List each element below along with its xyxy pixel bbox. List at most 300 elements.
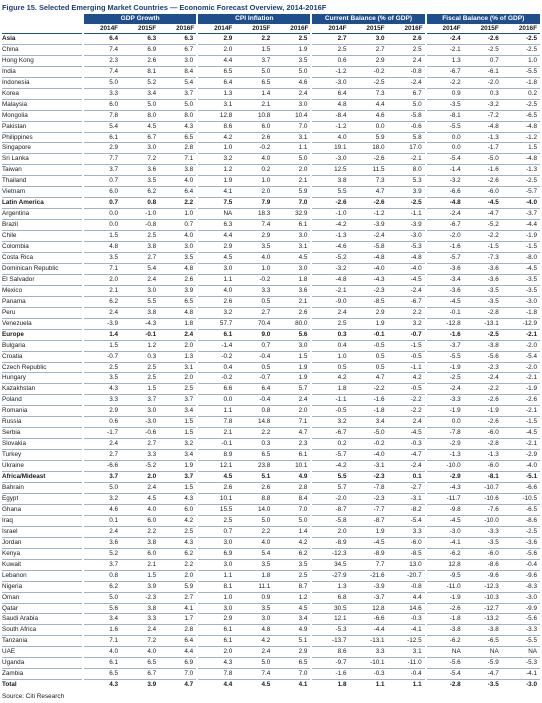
value-cell: 80.0 xyxy=(273,318,311,329)
value-cell: 3.3 xyxy=(83,88,121,99)
value-cell: 12.1 xyxy=(311,614,349,625)
figure-title: Figure 15. Selected Emerging Market Countries — Economic Forecast Overview, 2014-2016F xyxy=(2,3,327,12)
country-name: China xyxy=(2,44,83,55)
value-cell: -2.9 xyxy=(426,439,464,450)
value-cell: 3.9 xyxy=(388,187,426,198)
value-cell: -3.2 xyxy=(464,99,502,110)
value-cell: 6.4 xyxy=(197,77,235,88)
value-cell: 1.9 xyxy=(197,176,235,187)
value-cell: -4.1 xyxy=(388,625,426,636)
table-row xyxy=(2,263,540,274)
country-name: Kenya xyxy=(2,548,83,559)
value-cell: -2.8 xyxy=(426,680,464,690)
value-cell: -0.1 xyxy=(121,329,159,340)
value-cell: -1.5 xyxy=(502,242,540,253)
value-cell: 3.5 xyxy=(235,603,273,614)
value-cell: -5.8 xyxy=(388,110,426,121)
value-cell: -3.8 xyxy=(426,625,464,636)
value-cell: -0.2 xyxy=(349,439,387,450)
value-cell: -2.5 xyxy=(426,373,464,384)
value-cell: 3.1 xyxy=(159,362,197,373)
table-row xyxy=(2,340,540,351)
value-cell: 14.6 xyxy=(388,603,426,614)
value-cell: 5.4 xyxy=(159,77,197,88)
country-name: Bulgaria xyxy=(2,340,83,351)
value-cell: 3.4 xyxy=(349,417,387,428)
value-cell: -10.1 xyxy=(349,658,387,669)
value-cell: 5.9 xyxy=(159,581,197,592)
table-row xyxy=(2,99,540,110)
value-cell: 2.6 xyxy=(388,33,426,44)
value-cell: 6.0 xyxy=(159,504,197,515)
value-cell: -2.0 xyxy=(311,493,349,504)
value-cell: 4.3 xyxy=(159,493,197,504)
value-cell: -1.9 xyxy=(426,592,464,603)
value-cell: -5.6 xyxy=(502,548,540,559)
value-cell: -8.3 xyxy=(502,581,540,592)
value-cell: -0.1 xyxy=(197,439,235,450)
value-cell: 2.0 xyxy=(159,373,197,384)
value-cell: -4.5 xyxy=(502,428,540,439)
value-cell: 6.7 xyxy=(121,669,159,680)
value-cell: 3.7 xyxy=(159,472,197,483)
value-cell: -2.2 xyxy=(464,384,502,395)
value-cell: 0.2 xyxy=(502,88,540,99)
value-cell: -0.6 xyxy=(121,428,159,439)
value-cell: 2.1 xyxy=(235,99,273,110)
value-cell: -9.7 xyxy=(311,658,349,669)
value-cell: -4.7 xyxy=(388,450,426,461)
value-cell: 3.7 xyxy=(83,165,121,176)
value-cell: -3.7 xyxy=(502,209,540,220)
value-cell: 2.5 xyxy=(121,231,159,242)
country-name: Ghana xyxy=(2,504,83,515)
table-row xyxy=(2,66,540,77)
value-cell: -4.8 xyxy=(388,253,426,264)
value-cell: 4.4 xyxy=(349,99,387,110)
value-cell: 6.4 xyxy=(311,88,349,99)
table-row xyxy=(2,329,540,340)
value-cell: 4.2 xyxy=(159,515,197,526)
value-cell: -5.7 xyxy=(311,450,349,461)
value-cell: -2.5 xyxy=(464,329,502,340)
table-row xyxy=(2,198,540,209)
value-cell: -2.6 xyxy=(349,154,387,165)
value-cell: -2.2 xyxy=(388,406,426,417)
value-cell: 2.6 xyxy=(273,307,311,318)
value-cell: -6.0 xyxy=(464,548,502,559)
value-cell: 6.0 xyxy=(83,99,121,110)
value-cell: -5.2 xyxy=(311,253,349,264)
country-name: Vietnam xyxy=(2,187,83,198)
country-name: Kuwait xyxy=(2,559,83,570)
value-cell: -1.2 xyxy=(502,132,540,143)
country-name: Zambia xyxy=(2,669,83,680)
value-cell: -10.5 xyxy=(502,493,540,504)
value-cell: 7.3 xyxy=(349,176,387,187)
value-cell: 8.6 xyxy=(311,647,349,658)
table-row xyxy=(2,647,540,658)
value-cell: 1.3 xyxy=(311,581,349,592)
value-cell: 7.8 xyxy=(83,110,121,121)
value-cell: -3.4 xyxy=(426,274,464,285)
value-cell: -3.0 xyxy=(502,592,540,603)
value-cell: 3.5 xyxy=(159,253,197,264)
value-cell: 4.1 xyxy=(273,680,311,690)
value-cell: -3.5 xyxy=(464,680,502,690)
group-header-gdp: GDP Growth xyxy=(83,14,197,24)
value-cell: -0.2 xyxy=(197,373,235,384)
value-cell: -0.2 xyxy=(235,143,273,154)
value-cell: 5.6 xyxy=(83,603,121,614)
value-cell: 2.0 xyxy=(159,340,197,351)
table-row xyxy=(2,187,540,198)
value-cell: 4.5 xyxy=(197,253,235,264)
value-cell: -6.2 xyxy=(426,548,464,559)
value-cell: 4.8 xyxy=(311,99,349,110)
table-row xyxy=(2,428,540,439)
value-cell: -2.5 xyxy=(502,176,540,187)
value-cell: 2.2 xyxy=(159,198,197,209)
value-cell: -2.1 xyxy=(311,285,349,296)
value-cell: -5.7 xyxy=(426,253,464,264)
value-cell: -2.6 xyxy=(464,176,502,187)
value-cell: -2.7 xyxy=(388,483,426,494)
country-name: Indonesia xyxy=(2,77,83,88)
country-name: UAE xyxy=(2,647,83,658)
table-row xyxy=(2,33,540,44)
value-cell: -8.1 xyxy=(464,472,502,483)
value-cell: 6.5 xyxy=(159,132,197,143)
value-cell: 2.0 xyxy=(197,647,235,658)
value-cell: -2.0 xyxy=(426,231,464,242)
value-cell: -7.8 xyxy=(349,483,387,494)
value-cell: 4.5 xyxy=(121,121,159,132)
value-cell: -3.3 xyxy=(426,395,464,406)
value-cell: -1.6 xyxy=(426,329,464,340)
value-cell: 14.8 xyxy=(235,417,273,428)
value-cell: -2.4 xyxy=(388,461,426,472)
value-cell: 6.7 xyxy=(159,44,197,55)
value-cell: 4.3 xyxy=(83,680,121,690)
value-cell: 6.5 xyxy=(235,77,273,88)
value-cell: -3.5 xyxy=(464,296,502,307)
value-cell: -3.0 xyxy=(502,296,540,307)
value-cell: 4.4 xyxy=(197,55,235,66)
value-cell: -8.6 xyxy=(502,515,540,526)
country-name: Jordan xyxy=(2,537,83,548)
country-name: Uganda xyxy=(2,658,83,669)
value-cell: 5.0 xyxy=(273,154,311,165)
value-cell: -2.4 xyxy=(388,77,426,88)
value-cell: 18.3 xyxy=(235,209,273,220)
value-cell: 5.9 xyxy=(273,187,311,198)
table-row xyxy=(2,362,540,373)
value-cell: 0.7 xyxy=(464,55,502,66)
value-cell: 2.8 xyxy=(159,625,197,636)
value-cell: 3.7 xyxy=(159,88,197,99)
value-cell: 0.0 xyxy=(349,121,387,132)
value-cell: 4.5 xyxy=(197,472,235,483)
value-cell: 7.9 xyxy=(235,198,273,209)
value-cell: 1.5 xyxy=(502,143,540,154)
value-cell: -2.5 xyxy=(502,99,540,110)
value-cell: -1.2 xyxy=(311,66,349,77)
table-row xyxy=(2,285,540,296)
value-cell: 3.0 xyxy=(121,285,159,296)
value-cell: 1.8 xyxy=(311,680,349,690)
value-cell: -6.5 xyxy=(502,504,540,515)
value-cell: -5.7 xyxy=(502,187,540,198)
country-name: El Salvador xyxy=(2,274,83,285)
value-cell: -5.0 xyxy=(464,154,502,165)
value-cell: -2.1 xyxy=(502,373,540,384)
year-header-row xyxy=(2,24,540,34)
value-cell: 5.0 xyxy=(273,515,311,526)
value-cell: -0.2 xyxy=(197,351,235,362)
value-cell: 6.1 xyxy=(273,450,311,461)
value-cell: -8.5 xyxy=(388,548,426,559)
value-cell: 2.6 xyxy=(121,55,159,66)
value-cell: -4.5 xyxy=(349,537,387,548)
value-cell: -0.5 xyxy=(388,351,426,362)
value-cell: 4.7 xyxy=(159,680,197,690)
table-row xyxy=(2,318,540,329)
value-cell: 5.0 xyxy=(83,77,121,88)
table-row xyxy=(2,77,540,88)
value-cell: -3.6 xyxy=(426,285,464,296)
value-cell: 4.4 xyxy=(159,647,197,658)
value-cell: -4.1 xyxy=(502,669,540,680)
value-cell: -11.7 xyxy=(426,493,464,504)
value-cell: 2.5 xyxy=(121,362,159,373)
value-cell: -4.1 xyxy=(426,537,464,548)
value-cell: -2.0 xyxy=(502,362,540,373)
value-cell: 4.9 xyxy=(273,472,311,483)
value-cell: 4.8 xyxy=(159,263,197,274)
value-cell: -1.6 xyxy=(464,165,502,176)
value-cell: -7.3 xyxy=(464,253,502,264)
value-cell: 3.8 xyxy=(121,603,159,614)
value-cell: 1.5 xyxy=(83,340,121,351)
table-row xyxy=(2,307,540,318)
value-cell: 3.5 xyxy=(273,559,311,570)
table-row xyxy=(2,581,540,592)
country-name: India xyxy=(2,66,83,77)
value-cell: -5.2 xyxy=(121,461,159,472)
value-cell: -3.7 xyxy=(426,340,464,351)
value-cell: 3.7 xyxy=(159,395,197,406)
value-cell: 2.4 xyxy=(83,307,121,318)
value-cell: 3.9 xyxy=(121,581,159,592)
value-cell: 3.5 xyxy=(83,373,121,384)
value-cell: 2.5 xyxy=(311,44,349,55)
value-cell: -2.4 xyxy=(349,231,387,242)
value-cell: -1.6 xyxy=(426,242,464,253)
value-cell: 1.5 xyxy=(121,384,159,395)
value-cell: -5.5 xyxy=(426,121,464,132)
value-cell: 0.6 xyxy=(83,417,121,428)
value-cell: -3.2 xyxy=(311,263,349,274)
value-cell: -2.9 xyxy=(502,450,540,461)
country-name: Ukraine xyxy=(2,461,83,472)
value-cell: 8.1 xyxy=(197,581,235,592)
value-cell: 3.9 xyxy=(121,680,159,690)
value-cell: 4.2 xyxy=(235,636,273,647)
value-cell: -6.1 xyxy=(464,66,502,77)
value-cell: 5.4 xyxy=(83,121,121,132)
value-cell: 2.5 xyxy=(273,33,311,44)
value-cell: 1.4 xyxy=(235,88,273,99)
value-cell: -3.9 xyxy=(349,220,387,231)
value-cell: 1.1 xyxy=(197,570,235,581)
value-cell: 3.9 xyxy=(159,285,197,296)
value-cell: 0.1 xyxy=(83,515,121,526)
value-cell: 2.6 xyxy=(197,483,235,494)
value-cell: 7.4 xyxy=(235,220,273,231)
country-name: Thailand xyxy=(2,176,83,187)
value-cell: 1.2 xyxy=(121,340,159,351)
value-cell: 30.5 xyxy=(311,603,349,614)
value-cell: -3.9 xyxy=(388,220,426,231)
value-cell: 3.4 xyxy=(83,614,121,625)
value-cell: -2.3 xyxy=(349,472,387,483)
value-cell: -4.6 xyxy=(311,242,349,253)
value-cell: 5.4 xyxy=(235,548,273,559)
value-cell: 1.9 xyxy=(349,318,387,329)
value-cell: -12.8 xyxy=(426,318,464,329)
value-cell: 5.5 xyxy=(311,472,349,483)
value-cell: -1.3 xyxy=(464,450,502,461)
value-cell: 3.7 xyxy=(235,55,273,66)
value-cell: 0.8 xyxy=(121,198,159,209)
value-cell: 2.5 xyxy=(273,570,311,581)
value-cell: -3.6 xyxy=(426,263,464,274)
value-cell: 2.6 xyxy=(235,483,273,494)
value-cell: -1.3 xyxy=(311,231,349,242)
value-cell: 9.0 xyxy=(235,329,273,340)
value-cell: 6.1 xyxy=(83,658,121,669)
value-cell: 3.1 xyxy=(388,647,426,658)
value-cell: NA xyxy=(502,647,540,658)
forecast-table xyxy=(2,14,540,690)
value-cell: 1.9 xyxy=(273,44,311,55)
value-cell: 1.8 xyxy=(311,384,349,395)
value-cell: -4.0 xyxy=(349,450,387,461)
value-cell: 1.8 xyxy=(235,570,273,581)
value-cell: 0.7 xyxy=(235,340,273,351)
table-row xyxy=(2,165,540,176)
group-header-row xyxy=(2,14,540,24)
value-cell: 7.7 xyxy=(349,559,387,570)
value-cell: -13.1 xyxy=(349,636,387,647)
value-cell: 6.3 xyxy=(159,33,197,44)
value-cell: 1.6 xyxy=(83,625,121,636)
value-cell: 8.7 xyxy=(273,581,311,592)
country-name: Poland xyxy=(2,395,83,406)
value-cell: 4.0 xyxy=(235,253,273,264)
value-cell: -4.4 xyxy=(502,220,540,231)
value-cell: -2.6 xyxy=(464,33,502,44)
value-cell: 3.5 xyxy=(121,176,159,187)
value-cell: 0.0 xyxy=(426,417,464,428)
value-cell: -8.9 xyxy=(311,537,349,548)
value-cell: 8.0 xyxy=(388,165,426,176)
value-cell: 2.4 xyxy=(83,439,121,450)
value-cell: 2.5 xyxy=(83,362,121,373)
value-cell: 18.0 xyxy=(349,143,387,154)
value-cell: -2.6 xyxy=(311,198,349,209)
value-cell: -0.8 xyxy=(388,581,426,592)
value-cell: -2.6 xyxy=(349,198,387,209)
value-cell: 1.8 xyxy=(273,274,311,285)
value-cell: 1.4 xyxy=(273,526,311,537)
value-cell: -0.3 xyxy=(349,669,387,680)
value-cell: -3.5 xyxy=(502,285,540,296)
value-cell: -3.8 xyxy=(464,340,502,351)
value-cell: 4.8 xyxy=(159,307,197,318)
value-cell: -1.2 xyxy=(349,209,387,220)
value-cell: -5.6 xyxy=(426,658,464,669)
value-cell: -4.8 xyxy=(502,154,540,165)
value-cell: 7.4 xyxy=(83,66,121,77)
value-cell: 2.5 xyxy=(159,384,197,395)
country-name: Dominican Republic xyxy=(2,263,83,274)
value-cell: -5.0 xyxy=(349,428,387,439)
value-cell: -0.4 xyxy=(235,395,273,406)
value-cell: 5.4 xyxy=(121,263,159,274)
value-cell: -0.5 xyxy=(311,406,349,417)
value-cell: -3.7 xyxy=(349,592,387,603)
value-cell: 2.9 xyxy=(83,143,121,154)
value-cell: -4.0 xyxy=(502,461,540,472)
value-cell: 6.4 xyxy=(159,187,197,198)
value-cell: 1.5 xyxy=(273,351,311,362)
table-row xyxy=(2,450,540,461)
value-cell: -1.3 xyxy=(426,450,464,461)
value-cell: 6.9 xyxy=(197,548,235,559)
value-cell: 6.9 xyxy=(159,658,197,669)
year-header: 2016F xyxy=(502,24,540,34)
value-cell: -12.5 xyxy=(388,636,426,647)
value-cell: -8.9 xyxy=(349,548,387,559)
value-cell: 0.5 xyxy=(235,296,273,307)
value-cell: 2.7 xyxy=(349,44,387,55)
value-cell: 1.3 xyxy=(426,55,464,66)
value-cell: 3.8 xyxy=(121,307,159,318)
value-cell: 8.0 xyxy=(121,110,159,121)
country-name: Peru xyxy=(2,307,83,318)
value-cell: -3.5 xyxy=(464,537,502,548)
value-cell: -2.1 xyxy=(426,44,464,55)
value-cell: -6.5 xyxy=(464,636,502,647)
value-cell: -5.9 xyxy=(464,658,502,669)
value-cell: 6.4 xyxy=(83,33,121,44)
value-cell: 8.4 xyxy=(159,66,197,77)
value-cell: 5.1 xyxy=(235,472,273,483)
value-cell: -2.0 xyxy=(464,77,502,88)
value-cell: NA xyxy=(464,647,502,658)
value-cell: -0.7 xyxy=(83,351,121,362)
value-cell: -7.2 xyxy=(464,110,502,121)
value-cell: 4.1 xyxy=(159,603,197,614)
value-cell: 7.8 xyxy=(197,417,235,428)
value-cell: 1.5 xyxy=(235,44,273,55)
value-cell: -4.8 xyxy=(311,274,349,285)
value-cell: 7.1 xyxy=(273,417,311,428)
value-cell: -2.8 xyxy=(464,439,502,450)
value-cell: -4.5 xyxy=(426,515,464,526)
